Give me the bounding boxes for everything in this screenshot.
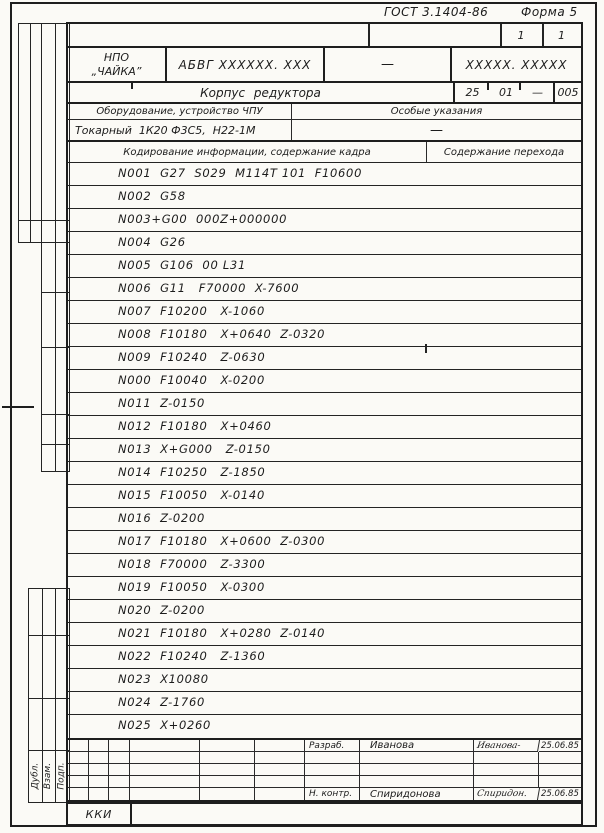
grid-cell xyxy=(255,764,305,776)
grid-cell xyxy=(360,752,474,764)
program-line: N000 F10040 X-0200 xyxy=(68,370,581,393)
special-instructions-value: — xyxy=(430,122,443,138)
approval-date: 25.06.85 xyxy=(541,789,579,799)
program-line: N006 G11 F70000 X-7600 xyxy=(68,278,581,301)
grid-cell xyxy=(130,788,200,800)
code-cell-25: 25 xyxy=(465,86,480,99)
program-line: N016 Z-0200 xyxy=(68,508,581,531)
organization-cell xyxy=(68,48,167,81)
tick xyxy=(519,83,521,90)
grid-cell xyxy=(68,752,89,764)
grid-cell xyxy=(255,788,305,800)
margin-block-top xyxy=(18,23,70,243)
approval-signature: Иванова- xyxy=(473,740,540,752)
grid-cell xyxy=(130,776,200,788)
program-header-row xyxy=(66,142,583,163)
approval-table xyxy=(66,738,583,802)
program-line: N008 F10180 X+0640 Z-0320 xyxy=(68,324,581,347)
grid-cell xyxy=(305,764,360,776)
grid-cell xyxy=(68,764,89,776)
program-line: N025 X+0260 xyxy=(118,718,212,732)
grid-cell xyxy=(109,752,130,764)
code-cell-005: 005 xyxy=(553,83,581,102)
special-instructions-label: Особые указания xyxy=(390,106,483,117)
program-lines-table xyxy=(66,163,583,738)
grid-cell xyxy=(68,788,89,800)
program-line: N014 F10250 Z-1850 xyxy=(68,462,581,485)
code-cell-01: 01 xyxy=(499,86,513,99)
grid-cell xyxy=(89,788,109,800)
equipment-label: Оборудование, устройство ЧПУ xyxy=(68,104,292,119)
program-line: N013 X+G000 Z-0150 xyxy=(68,439,581,462)
grid-cell xyxy=(109,740,130,752)
form-number-label: Форма 5 xyxy=(521,5,578,19)
title-block-row xyxy=(66,48,583,83)
tick xyxy=(487,83,489,90)
kki-cell: ККИ xyxy=(68,804,132,824)
program-line: N007 F10200 X-1060 xyxy=(68,301,581,324)
program-line: N001 G27 S029 M114T 101 F10600 xyxy=(68,163,581,186)
program-line: N011 Z-0150 xyxy=(68,393,581,416)
equipment-header-row xyxy=(66,104,583,120)
grid-cell xyxy=(68,776,89,788)
grid-cell xyxy=(200,752,255,764)
grid-cell xyxy=(305,752,360,764)
program-line: N004 G26 xyxy=(68,232,581,255)
approval-signature: Спиридон. xyxy=(473,788,540,800)
grid-cell xyxy=(68,740,89,752)
empty-dash-cell: — xyxy=(325,48,452,81)
margin-label-dubl: Дубл. xyxy=(30,762,40,790)
org-name-line2: „ЧАЙКА” xyxy=(91,64,142,78)
sheet-count-cell: 1 xyxy=(517,28,525,42)
program-line: N003+G00 000Z+000000 xyxy=(68,209,581,232)
program-line: N024 Z-1760 xyxy=(68,692,581,715)
grid-cell xyxy=(360,764,474,776)
grid-cell xyxy=(130,752,200,764)
grid-cell xyxy=(89,776,109,788)
kki-empty-cell xyxy=(132,804,581,824)
grid-cell xyxy=(474,776,539,788)
grid-cell xyxy=(200,740,255,752)
equipment-value: Токарный 1К20 Ф3С5, Н22-1М xyxy=(68,120,292,140)
approval-role: Н. контр. xyxy=(305,788,360,800)
program-line: N018 F70000 Z-3300 xyxy=(68,554,581,577)
program-line: N015 F10050 X-0140 xyxy=(68,485,581,508)
part-name-row xyxy=(66,83,583,104)
part-name-cell: Корпус редуктора xyxy=(68,83,455,102)
grid-cell xyxy=(89,764,109,776)
org-name-line1: НПО xyxy=(103,50,130,64)
program-line: N005 G106 00 L31 xyxy=(68,255,581,278)
grid-cell xyxy=(360,776,474,788)
transition-header: Содержание перехода xyxy=(443,146,565,158)
grid-cell xyxy=(109,764,130,776)
program-line: N019 F10050 X-0300 xyxy=(68,577,581,600)
grid-cell xyxy=(474,752,539,764)
grid-cell xyxy=(200,788,255,800)
program-line: N012 F10180 X+0460 xyxy=(68,416,581,439)
grid-cell xyxy=(539,752,581,764)
grid-cell xyxy=(255,740,305,752)
grid-cell xyxy=(200,764,255,776)
grid-cell xyxy=(109,788,130,800)
grid-cell xyxy=(255,776,305,788)
approval-name: Спиридонова xyxy=(360,788,474,800)
grid-cell xyxy=(474,764,539,776)
grid-cell xyxy=(255,752,305,764)
approval-name: Иванова xyxy=(360,740,474,752)
center-mark xyxy=(2,406,34,408)
tick xyxy=(131,83,133,89)
approval-role: Разраб. xyxy=(305,740,360,752)
grid-cell xyxy=(89,752,109,764)
sheet-number-row xyxy=(66,22,583,48)
document-designation-cell: АБВГ XXXXXX. XXX xyxy=(167,48,325,81)
grid-cell xyxy=(305,776,360,788)
margin-label-podp: Подп. xyxy=(57,762,67,790)
kki-row xyxy=(66,802,583,826)
gost-standard-label: ГОСТ 3.1404-86 xyxy=(384,5,489,19)
grid-cell xyxy=(130,740,200,752)
code-info-header: Кодирование информации, содержание кадра xyxy=(68,142,427,162)
grid-cell xyxy=(539,764,581,776)
equipment-value-row xyxy=(66,120,583,142)
approval-date: 25.06.85 xyxy=(539,740,581,752)
program-line: N020 Z-0200 xyxy=(68,600,581,623)
grid-cell xyxy=(200,776,255,788)
sheet-no-cell: 1 xyxy=(558,28,565,42)
program-line: N021 F10180 X+0280 Z-0140 xyxy=(68,623,581,646)
program-designation-cell: XXXXX. XXXXX xyxy=(465,57,568,72)
grid-cell xyxy=(130,764,200,776)
program-line: N023 X10080 xyxy=(68,669,581,692)
grid-cell xyxy=(539,776,581,788)
program-line: N002 G58 xyxy=(68,186,581,209)
program-line: N009 F10240 Z-0630 xyxy=(68,347,581,370)
grid-cell xyxy=(89,740,109,752)
margin-label-vzam: Взам. xyxy=(43,762,54,790)
code-cell-dash: — xyxy=(532,86,543,99)
program-line: N022 F10240 Z-1360 xyxy=(68,646,581,669)
program-line: N017 F10180 X+0600 Z-0300 xyxy=(68,531,581,554)
grid-cell xyxy=(109,776,130,788)
